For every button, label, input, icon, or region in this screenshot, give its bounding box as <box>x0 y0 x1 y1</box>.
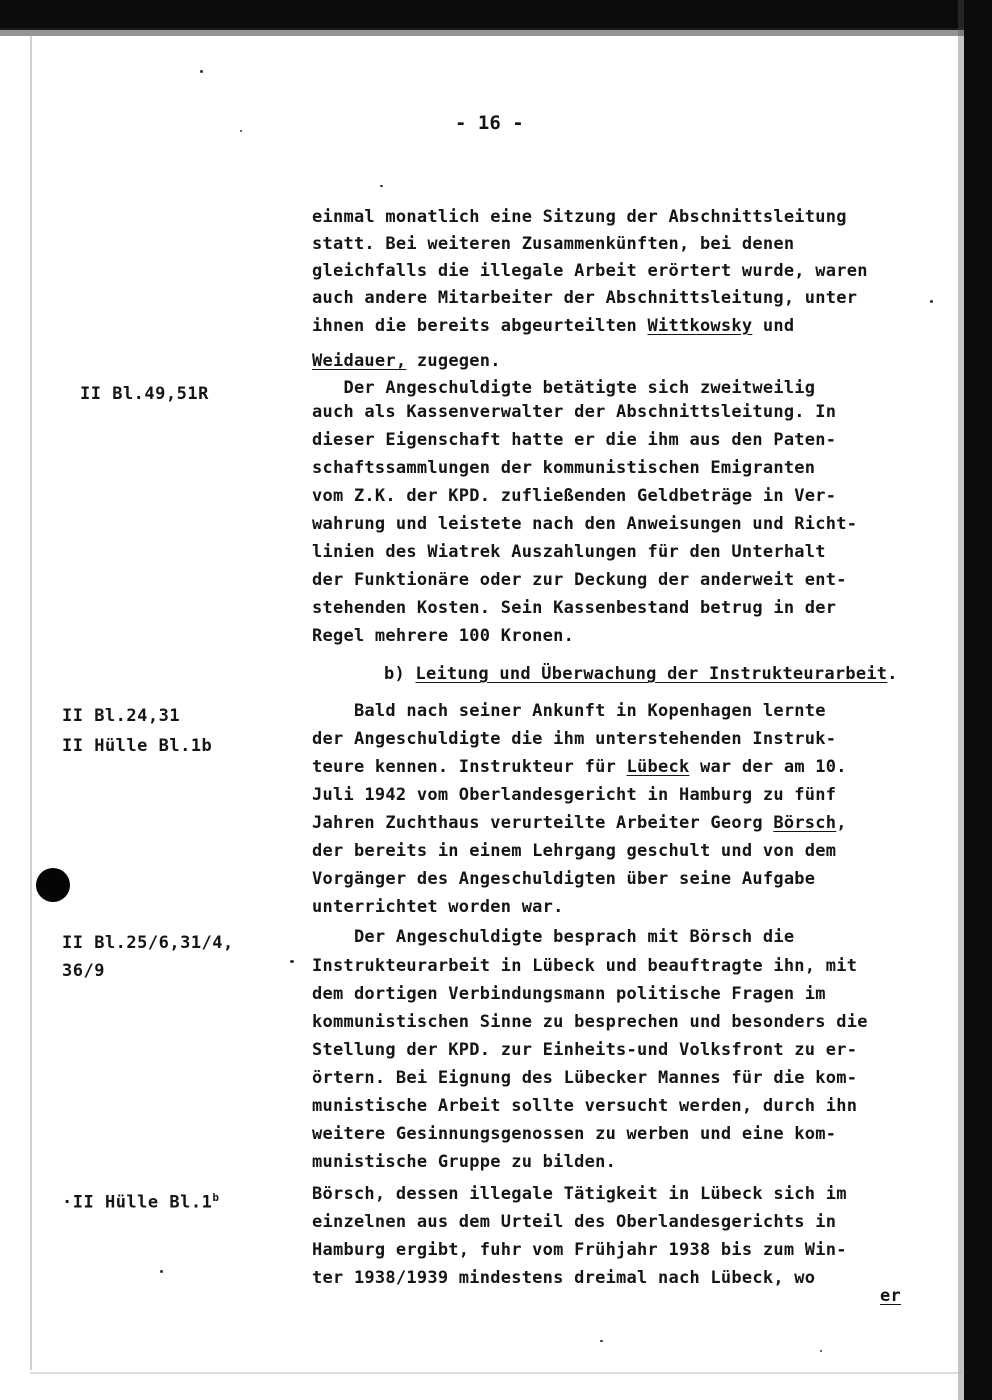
scan-right-border <box>964 0 992 1400</box>
scan-speck <box>820 1350 822 1352</box>
text-segment: Jahren Zuchthaus verurteilte Arbeiter Georg <box>312 813 774 833</box>
section-heading <box>384 663 898 685</box>
text-line: der bereits in einem Lehrgang geschult und von dem <box>312 841 837 861</box>
text-line: wahrung und leistete nach den Anweisungen und Richt- <box>312 514 858 534</box>
text-line: gleichfalls die illegale Arbeit erörtert wurde, waren <box>312 261 868 281</box>
scan-speck <box>380 185 383 187</box>
text-line: Der Angeschuldigte besprach mit Börsch die <box>312 927 795 947</box>
text-segment: ihnen die bereits abgeurteilten <box>312 316 648 336</box>
text-line: Der Angeschuldigte betätigte sich zweitweilig <box>312 378 816 398</box>
text-line: munistische Arbeit sollte versucht werden, durch ihn <box>312 1096 858 1116</box>
text-line: der Angeschuldigte die ihm unterstehenden Instruk- <box>312 729 837 749</box>
text-line: dieser Eigenschaft hatte er die ihm aus den Paten- <box>312 430 837 450</box>
text-line: statt. Bei weiteren Zusammenkünften, bei denen <box>312 234 795 254</box>
text-line: linien des Wiatrek Auszahlungen für den Unterhalt <box>312 542 826 562</box>
scan-speck <box>240 130 242 132</box>
margin-ref-superscript: b <box>212 1191 220 1204</box>
margin-ref: II Bl.25/6,31/4, <box>62 933 234 953</box>
text-segment: war der am 10. <box>689 757 847 777</box>
text-segment: , <box>836 813 847 833</box>
text-line: weitere Gesinnungsgenossen zu werben und eine kom- <box>312 1124 837 1144</box>
scan-top-shadow <box>0 28 992 36</box>
text-segment: teure kennen. Instrukteur für <box>312 757 627 777</box>
catchword-text: er <box>880 1286 901 1306</box>
scan-right-shadow <box>958 0 964 1400</box>
name-boersch: Börsch <box>773 813 837 833</box>
text-line: stehenden Kosten. Sein Kassenbestand betrug in der <box>312 598 837 618</box>
scan-speck <box>200 70 203 73</box>
scan-top-border <box>0 0 992 30</box>
text-line: Stellung der KPD. zur Einheits-und Volksfront zu er- <box>312 1040 858 1060</box>
scan-speck <box>160 1270 163 1273</box>
text-line: der Funktionäre oder zur Deckung der anderweit ent- <box>312 570 847 590</box>
text-line: Juli 1942 vom Oberlandesgericht in Hamburg zu fünf <box>312 785 837 805</box>
text-line <box>312 756 847 778</box>
text-segment: und <box>752 316 795 336</box>
text-line: einmal monatlich eine Sitzung der Abschnittsleitung <box>312 207 847 227</box>
scan-speck <box>930 300 933 303</box>
text-line: Vorgänger des Angeschuldigten über seine Aufgabe <box>312 869 816 889</box>
text-line: Regel mehrere 100 Kronen. <box>312 626 575 646</box>
text-line <box>312 812 847 834</box>
margin-ref: ·II Hülle Bl.1$^b$ <box>62 1191 220 1213</box>
text-line: kommunistischen Sinne zu besprechen und besonders die <box>312 1012 868 1032</box>
margin-ref-text: II Hülle Bl.1 <box>72 1192 213 1213</box>
text-line: örtern. Bei Eignung des Lübecker Mannes für die kom- <box>312 1068 858 1088</box>
section-title: Leitung und Überwachung der Instrukteurarbeit <box>415 664 888 684</box>
catchword <box>880 1285 901 1307</box>
text-line: munistische Gruppe zu bilden. <box>312 1152 617 1172</box>
scan-speck <box>600 1340 603 1342</box>
scan-speck <box>290 960 294 963</box>
text-line <box>312 350 501 372</box>
name-weidauer: Weidauer, <box>312 351 407 371</box>
text-line: Bald nach seiner Ankunft in Kopenhagen lernte <box>312 701 826 721</box>
text-line: auch andere Mitarbeiter der Abschnittsleitung, unter <box>312 288 858 308</box>
page-number: - 16 - <box>455 112 524 134</box>
text-line <box>312 315 794 337</box>
margin-ref: 36/9 <box>62 961 105 981</box>
section-label: b) <box>384 664 416 684</box>
text-line: ter 1938/1939 mindestens dreimal nach Lübeck, wo <box>312 1268 816 1288</box>
text-segment: . <box>887 664 898 684</box>
text-line: schaftssammlungen der kommunistischen Emigranten <box>312 458 816 478</box>
text-line: Instrukteurarbeit in Lübeck und beauftragte ihn, mit <box>312 956 858 976</box>
place-luebeck: Lübeck <box>626 757 690 777</box>
text-line: auch als Kassenverwalter der Abschnittsleitung. In <box>312 402 837 422</box>
text-segment: zugegen. <box>406 351 501 371</box>
scan-left-edge <box>30 30 32 1370</box>
text-line: einzelnen aus dem Urteil des Oberlandesgerichts in <box>312 1212 837 1232</box>
text-line: vom Z.K. der KPD. zufließenden Geldbeträge in Ver- <box>312 486 837 506</box>
text-line: Börsch, dessen illegale Tätigkeit in Lübeck sich im <box>312 1184 847 1204</box>
text-line: dem dortigen Verbindungsmann politische Fragen im <box>312 984 826 1004</box>
margin-ref: II Hülle Bl.1b <box>62 736 213 756</box>
text-line: unterrichtet worden war. <box>312 897 564 917</box>
margin-ref: II Bl.49,51R <box>80 384 209 404</box>
margin-ref: II Bl.24,31 <box>62 706 181 726</box>
name-wittkowsky: Wittkowsky <box>647 316 753 336</box>
scan-bottom-edge <box>30 1372 962 1374</box>
text-line: Hamburg ergibt, fuhr vom Frühjahr 1938 bis zum Win- <box>312 1240 847 1260</box>
punch-hole <box>36 868 70 902</box>
